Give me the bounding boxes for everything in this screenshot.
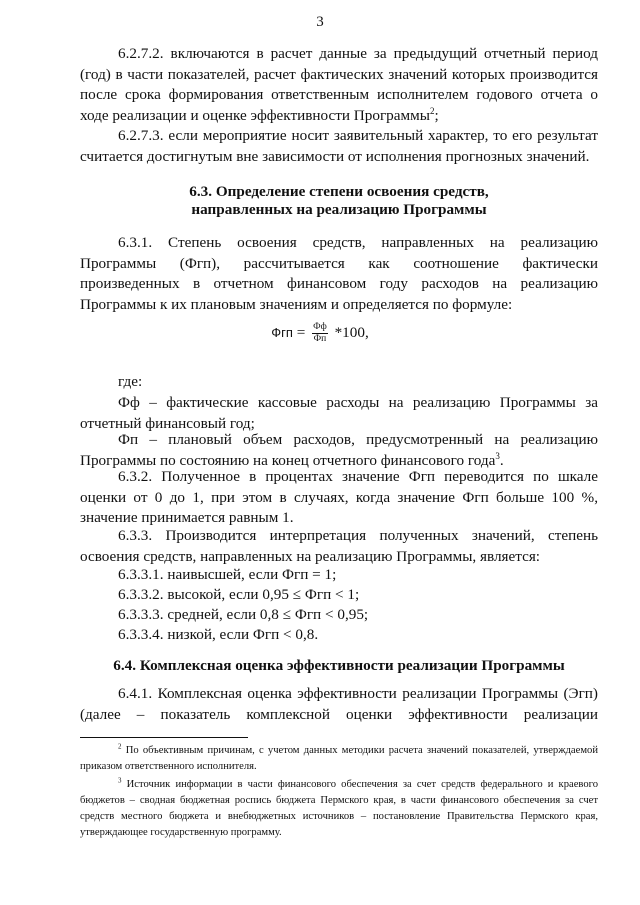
list-item: 6.3.3.1. наивысшей, если Фгп = 1; bbox=[118, 566, 337, 583]
formula-rhs: *100, bbox=[334, 323, 369, 341]
heading-line-1: 6.3. Определение степени освоения средств, bbox=[189, 183, 489, 200]
definition-ff: Фф – фактические кассовые расходы на реализацию Программы за отчетный финансовый год; bbox=[80, 394, 598, 432]
formula-eq: = bbox=[296, 323, 306, 341]
formula-numerator: Фф bbox=[313, 322, 327, 332]
paragraph-6-4-1: 6.4.1. Комплексная оценка эффективности реализации Программы (Эгп) (далее – показатель комплексной оценки эффективности реализации bbox=[80, 685, 598, 723]
definition-fp-end: . bbox=[499, 451, 504, 469]
definition-fp bbox=[80, 430, 598, 471]
heading-line-2: направленных на реализацию Программы bbox=[191, 201, 487, 218]
footnote-2-text: По объективным причинам, с учетом данных методики расчета значений показателей, утверждаемой приказом ответственного исполнителя. bbox=[80, 745, 598, 772]
paragraph-6-2-7-2 bbox=[80, 44, 598, 126]
paragraph-end: ; bbox=[434, 106, 439, 124]
definition-fp-text: Фп – плановый объем расходов, предусмотренный на реализацию Программы по состоянию на конец отчетного финансового года bbox=[80, 431, 598, 469]
paragraph-6-3-3: 6.3.3. Производится интерпретация полученных значений, степень освоения средств, направленных на реализацию Программы, является: bbox=[80, 527, 598, 565]
paragraph-text: 6.2.7.2. включаются в расчет данные за предыдущий отчетный период (год) в части показателей, расчет фактических значений которых производится после срока формирования ответственным исполнителем годового отчета о ходе реализации и оценке эффективности Программы bbox=[80, 45, 598, 124]
footnote-3-mark: 3 bbox=[118, 776, 122, 785]
footnote-ref-2: 2 bbox=[429, 105, 435, 116]
section-heading-6-4: 6.4. Комплексная оценка эффективности реализации Программы bbox=[113, 657, 565, 674]
footnote-2-mark: 2 bbox=[118, 742, 122, 751]
footnote-ref-3: 3 bbox=[495, 450, 500, 461]
formula-denominator: Фп bbox=[313, 334, 327, 344]
paragraph-6-3-1: 6.3.1. Степень освоения средств, направленных на реализацию Программы (Фгп), рассчитывается как соотношение фактически произведенных в отчетном финансовом году расходов на реализацию Программы к их плановым значениям и определяется по формуле: bbox=[80, 234, 598, 313]
list-item: 6.3.3.3. средней, если 0,8 ≤ Фгп < 0,95; bbox=[118, 606, 369, 623]
paragraph-6-2-7-3: 6.2.7.3. если мероприятие носит заявительный характер, то его результат считается достигнутым вне зависимости от исполнения прогнозных значений. bbox=[80, 127, 598, 165]
section-heading-6-3 bbox=[80, 183, 598, 219]
footnote-2 bbox=[80, 743, 598, 775]
where-label: где: bbox=[118, 373, 143, 390]
formula-fraction bbox=[312, 322, 328, 345]
formula bbox=[0, 322, 640, 345]
footnote-divider bbox=[80, 737, 248, 738]
footnote-3 bbox=[80, 777, 598, 841]
page-number: 3 bbox=[316, 14, 324, 30]
formula-lhs: Фгп bbox=[271, 324, 293, 340]
paragraph-6-3-2: 6.3.2. Полученное в процентах значение Фгп переводится по шкале оценки от 0 до 1, при этом в случаях, когда значение Фгп больше 100 %, значение принимается равным 1. bbox=[80, 468, 598, 526]
footnote-3-text: Источник информации в части финансового обеспечения за счет средств федерального и краевого бюджетов – сводная бюджетная роспись бюджета Пермского края, в части финансового обеспечения за счет средств местного бюджета и внебюджетных источников – постановление Правительства Пермского края, утверждающее государственную программу. bbox=[80, 779, 599, 838]
list-item: 6.3.3.2. высокой, если 0,95 ≤ Фгп < 1; bbox=[118, 586, 360, 603]
list-item: 6.3.3.4. низкой, если Фгп < 0,8. bbox=[118, 626, 319, 643]
